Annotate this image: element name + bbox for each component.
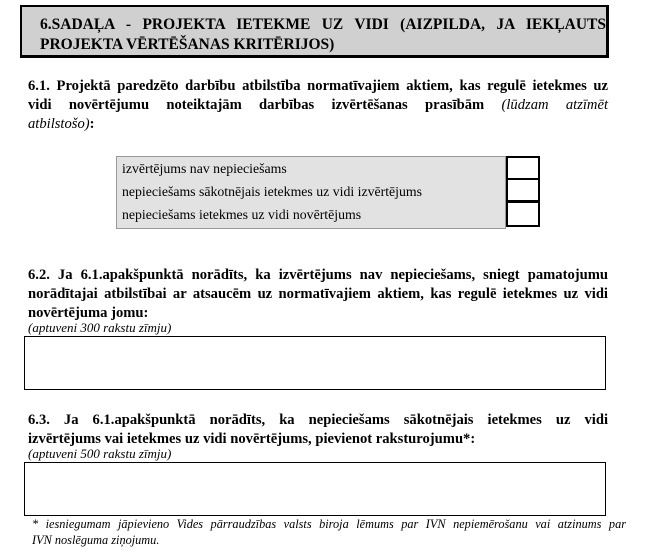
checkbox-not-required[interactable] <box>506 156 540 180</box>
question-6-1-line3 <box>28 115 608 134</box>
answer-field-6-3[interactable] <box>24 462 606 516</box>
section-header <box>20 5 609 58</box>
checkbox-initial-assessment[interactable] <box>506 178 540 202</box>
question-6-1-hint-b: atbilstošo) <box>28 116 90 132</box>
option-label-not-required: izvērtējums nav nepieciešams <box>122 161 287 176</box>
question-6-1-line2-main: vidi novērtējumu noteiktajām darbības izvērtēšanas prasībām <box>28 97 485 113</box>
question-6-2-line2: norādītajai atbilstībai ar atsaucēm uz normatīvajiem aktiem, kas regulē ietekmes uz vidi <box>28 286 608 302</box>
assessment-options <box>116 156 542 229</box>
section-title-line2: PROJEKTA VĒRTĒŠANAS KRITĒRIJOS) <box>40 36 335 53</box>
question-6-2-line1: 6.2. Ja 6.1.apakšpunktā norādīts, ka izvērtējums nav nepieciešams, sniegt pamatojumu <box>28 267 608 283</box>
question-6-3-hint: (aptuveni 500 rakstu zīmju) <box>28 446 172 461</box>
question-6-3-line2: izvērtējums vai ietekmes uz vidi novērtējums, pievienot raksturojumu*: <box>28 431 476 447</box>
question-6-1-hint-a: (lūdzam atzīmēt <box>501 97 608 113</box>
question-6-1 <box>28 77 608 134</box>
question-6-2-line3: novērtējuma jomu: <box>28 305 149 321</box>
question-6-2 <box>28 266 608 323</box>
section-title <box>40 15 606 55</box>
question-6-1-line2 <box>28 96 608 115</box>
question-6-2-hint: (aptuveni 300 rakstu zīmju) <box>28 320 172 335</box>
answer-field-6-2[interactable] <box>24 336 606 390</box>
question-6-3 <box>28 411 608 449</box>
footnote-line1: * iesniegumam jāpievieno Vides pārraudzības valsts biroja lēmums par IVN nepiemērošanu vai atzinums par <box>32 517 626 531</box>
question-6-1-line1: 6.1. Projektā paredzēto darbību atbilstība normatīvajiem aktiem, kas regulē ietekmes uz <box>28 78 608 94</box>
section-title-line1: 6.SADAĻA - PROJEKTA IETEKME UZ VIDI (AIZPILDA, JA IEKĻAUTS <box>40 16 606 33</box>
question-6-1-colon: : <box>89 116 95 132</box>
question-6-3-line1: 6.3. Ja 6.1.apakšpunktā norādīts, ka nepieciešams sākotnējais ietekmes uz vidi <box>28 412 608 428</box>
footnote-line2: IVN noslēguma ziņojumu. <box>32 533 160 547</box>
checkbox-eia-required[interactable] <box>506 201 540 227</box>
option-label-initial-assessment: nepieciešams sākotnējais ietekmes uz vidi izvērtējums <box>122 184 422 199</box>
footnote <box>32 516 626 548</box>
option-label-eia-required: nepieciešams ietekmes uz vidi novērtējums <box>122 207 362 222</box>
